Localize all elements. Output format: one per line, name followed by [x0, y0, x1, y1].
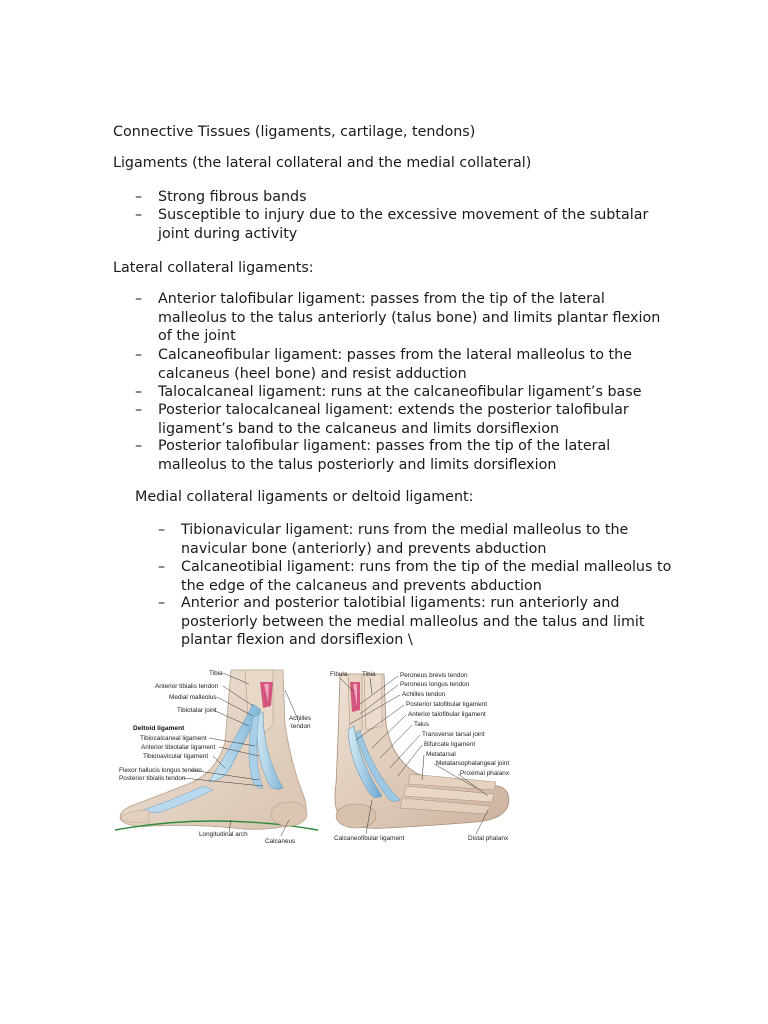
label-peroneus-brevis-tendon: Peroneus brevis tendon: [400, 672, 468, 679]
heading-medial-collateral: Medial collateral ligaments or deltoid ligament:: [135, 489, 474, 505]
label-bifurcate-ligament: Bifurcate ligament: [424, 741, 476, 748]
medial-list-item: [181, 594, 644, 650]
label-longitudinal-arch: Longitudinal arch: [199, 831, 248, 838]
label-metatarsophalangeal-joint: Metatarsophalangeal joint: [436, 760, 510, 767]
medial-list-item-line: plantar flexion and dorsiflexion \: [181, 632, 413, 649]
label-posterior-tibialis-tendon: Posterior tibialis tendon: [119, 775, 186, 782]
label-tibiotalar-joint: Tibiotalar joint: [177, 707, 217, 714]
label-achilles-tendon: Achilles tendon: [402, 691, 446, 698]
label-tibia-lateral: Tibia: [362, 671, 376, 678]
label-calcaneus: Calcaneus: [265, 838, 296, 845]
ligaments-list-dash: –: [135, 189, 143, 205]
lateral-list-item: [158, 290, 660, 346]
medial-list-item-line: Tibionavicular ligament: runs from the medial malleolus to the: [181, 522, 629, 538]
lateral-list-item-line: ligament’s band to the calcaneus and limits dorsiflexion: [158, 420, 560, 437]
ligaments-list-item: [158, 206, 648, 243]
label-calcaneofibular-ligament: Calcaneofibular ligament: [334, 835, 405, 842]
ligaments-list-item-line: joint during activity: [158, 225, 298, 242]
medial-list-item-line: Calcaneotibial ligament: runs from the tip of the medial malleolus to: [181, 559, 672, 575]
medial-list-dash: –: [158, 595, 166, 611]
label-tibia: Tibia: [209, 670, 223, 677]
medial-list-item: [181, 558, 671, 595]
ligaments-list-item-line: Susceptible to injury due to the excessive movement of the subtalar: [158, 207, 649, 223]
lateral-list-dash: –: [135, 347, 143, 363]
label-posterior-talofibular-ligament: Posterior talofibular ligament: [406, 701, 487, 708]
label-metatarsal: Metatarsal: [426, 751, 456, 758]
lateral-list-item: [158, 401, 629, 438]
heading-ligaments: Ligaments (the lateral collateral and the medial collateral): [113, 155, 532, 171]
label-tibiocalcaneal-ligament: Tibiocalcaneal ligament: [140, 735, 207, 742]
label-achilles: Achilles: [289, 715, 312, 722]
label-medial-malleolus: Medial malleolus: [169, 694, 217, 701]
lateral-list-item-line: of the joint: [158, 328, 236, 345]
medial-list-item-line: navicular bone (anteriorly) and prevents abduction: [181, 540, 547, 557]
ligaments-list-dash: –: [135, 207, 143, 223]
label-transverse-tarsal-joint: Transverse tarsal joint: [422, 731, 485, 738]
lateral-list-item: [158, 383, 642, 402]
lateral-list-item-line: malleolus to the talus anteriorly (talus bone) and limits plantar flexion: [158, 309, 661, 326]
lateral-list-item-line: Anterior talofibular ligament: passes from the tip of the lateral: [158, 291, 605, 307]
medial-list-dash: –: [158, 522, 166, 538]
lateral-list-dash: –: [135, 402, 143, 418]
lateral-list-item: [158, 437, 610, 474]
label-flexor-hallucis-longus-tendon: Flexor hallucis longus tendon: [119, 767, 202, 774]
lateral-list-item: [158, 346, 632, 383]
label-proximal-phalanx: Proximal phalanx: [460, 770, 510, 777]
medial-list-dash: –: [158, 559, 166, 575]
lateral-list-item-line: Calcaneofibular ligament: passes from the lateral malleolus to the: [158, 347, 632, 363]
medial-list-item-line: Anterior and posterior talotibial ligaments: run anteriorly and: [181, 595, 620, 611]
label-distal-phalanx: Distal phalanx: [468, 835, 509, 842]
label-anterior-tibialis-tendon: Anterior tibialis tendon: [155, 683, 219, 690]
lateral-list-item-line: Posterior talofibular ligament: passes from the tip of the lateral: [158, 438, 611, 454]
lateral-list-item-line: malleolus to the talus posteriorly and limits dorsiflexion: [158, 456, 557, 473]
lateral-list-item-line: calcaneus (heel bone) and resist adduction: [158, 365, 467, 382]
medial-list-item-line: the edge of the calcaneus and prevents abduction: [181, 577, 542, 594]
lateral-list-dash: –: [135, 438, 143, 454]
label-tendon: tendon: [291, 723, 311, 730]
lateral-list-item-line: Talocalcaneal ligament: runs at the calcaneofibular ligament’s base: [158, 384, 642, 400]
lateral-list-dash: –: [135, 291, 143, 307]
medial-list-item-line: posteriorly between the medial malleolus and the talus and limit: [181, 613, 645, 630]
label-anterior-tibiotalar-ligament: Anterior tibiotalar ligament: [141, 744, 216, 751]
medial-ankle-illustration: [113, 664, 323, 846]
label-talus: Talus: [414, 721, 429, 728]
label-tibionavicular-ligament: Tibionavicular ligament: [143, 753, 209, 760]
label-peroneus-longus-tendon: Peroneus longus tendon: [400, 681, 470, 688]
heading-connective-tissues: Connective Tissues (ligaments, cartilage, tendons): [113, 124, 476, 140]
label-fibula: Fibula: [330, 671, 348, 678]
label-anterior-talofibular-ligament: Anterior talofibular ligament: [408, 711, 486, 718]
lateral-ankle-illustration: [326, 664, 516, 846]
lateral-list-item-line: Posterior talocalcaneal ligament: extends the posterior talofibular: [158, 402, 629, 418]
ligaments-list-item: [158, 188, 307, 207]
label-deltoid-ligament: Deltoid ligament: [133, 725, 185, 732]
medial-list-item: [181, 521, 628, 558]
heading-lateral-collateral: Lateral collateral ligaments:: [113, 260, 314, 276]
ligaments-list-item-line: Strong fibrous bands: [158, 189, 307, 205]
lateral-list-dash: –: [135, 384, 143, 400]
